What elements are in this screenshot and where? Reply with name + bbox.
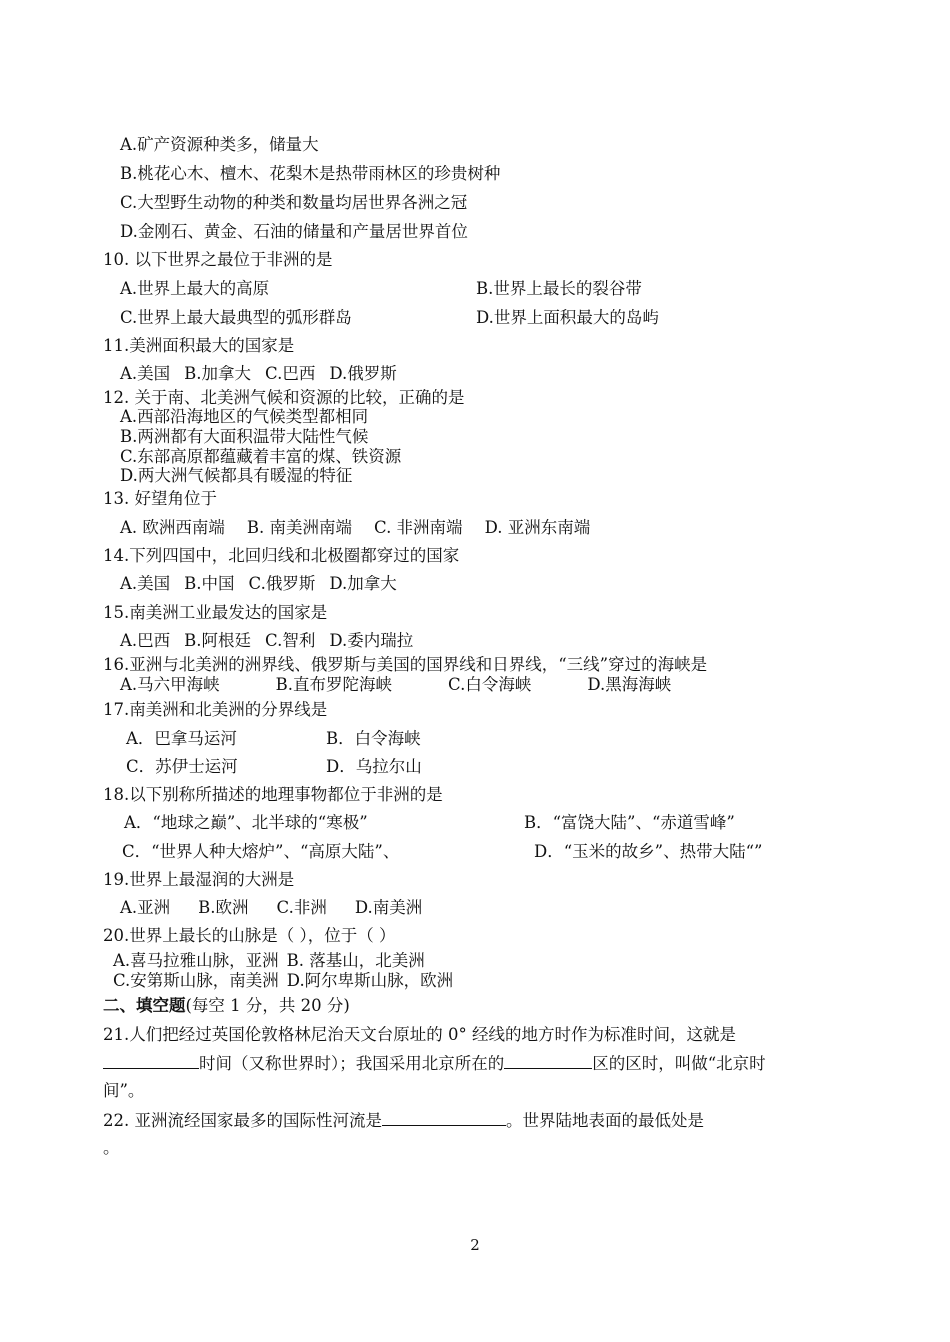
- q17-option-c: C．苏伊士运河: [126, 757, 238, 776]
- q19-option-d: D.南美洲: [354, 898, 423, 917]
- q21-blank-2[interactable]: [504, 1053, 592, 1069]
- q11-stem: 11.美洲面积最大的国家是: [103, 336, 295, 355]
- q20-options-row1: [113, 951, 425, 970]
- q15-option-a: A.巴西: [120, 631, 171, 650]
- q13-option-d: D. 亚洲东南端: [484, 518, 591, 537]
- q13-option-b: B. 南美洲南端: [246, 518, 353, 537]
- q15-options: [120, 631, 413, 651]
- q14-option-a: A.美国: [120, 574, 171, 593]
- q22-part1: 22. 亚洲流经国家最多的国际性河流是: [103, 1111, 382, 1130]
- q18-option-d: D．“玉米的故乡”、热带大陆“”: [534, 842, 763, 861]
- q21-part2: 时间（又称世界时）；我国采用北京所在的: [199, 1054, 505, 1073]
- q17-option-b: B．白令海峡: [326, 729, 421, 748]
- q14-options: [120, 574, 397, 594]
- q20-option-b: B. 落基山，北美洲: [286, 951, 425, 970]
- q12-option-a: A.西部沿海地区的气候类型都相同: [120, 407, 369, 426]
- section-2-note: (每空 1 分，共 20 分): [185, 996, 350, 1015]
- q14-option-d: D.加拿大: [329, 574, 397, 593]
- page-number: 2: [470, 1236, 480, 1254]
- q9-option-b: B.桃花心木、檀木、花梨木是热带雨林区的珍贵树种: [120, 164, 501, 183]
- q11-option-c: C.巴西: [265, 364, 316, 383]
- q16-option-a: A.马六甲海峡: [120, 675, 220, 694]
- q18-stem: 18.以下别称所描述的地理事物都位于非洲的是: [103, 785, 443, 804]
- q18-option-a: A．“地球之巅”、北半球的“寒极”: [124, 813, 368, 832]
- q20-options-row2: [113, 971, 453, 990]
- q12-option-d: D.两大洲气候都具有暖湿的特征: [120, 466, 353, 485]
- q20-option-d: D.阿尔卑斯山脉，欧洲: [286, 971, 454, 990]
- q22-line2: 。: [103, 1138, 120, 1157]
- q11-option-b: B.加拿大: [184, 364, 252, 383]
- q19-options: [120, 898, 422, 918]
- q22-blank-1[interactable]: [382, 1110, 506, 1126]
- q10-option-b: B.世界上最长的裂谷带: [476, 279, 642, 298]
- q21-line3: 间”。: [103, 1081, 145, 1100]
- q19-stem: 19.世界上最湿润的大洲是: [103, 870, 295, 889]
- q20-option-a: A.喜马拉雅山脉，亚洲: [113, 951, 279, 970]
- q18-option-b: B．“富饶大陆”、“赤道雪峰”: [524, 813, 735, 832]
- q10-option-a: A.世界上最大的高原: [120, 279, 270, 298]
- q20-option-c: C.安第斯山脉，南美洲: [113, 971, 279, 990]
- q11-option-a: A.美国: [120, 364, 171, 383]
- q19-option-b: B.欧洲: [198, 898, 249, 917]
- q13-option-c: C. 非洲南端: [374, 518, 463, 537]
- q12-option-c: C.东部高原都蕴藏着丰富的煤、铁资源: [120, 447, 402, 466]
- q13-stem: 13. 好望角位于: [103, 489, 217, 508]
- q21-part3: 区的区时，叫做“北京时: [592, 1054, 766, 1073]
- q15-option-d: D.委内瑞拉: [329, 631, 414, 650]
- q14-option-b: B.中国: [184, 574, 235, 593]
- q15-option-c: C.智利: [265, 631, 316, 650]
- q21-blank-1[interactable]: [103, 1053, 199, 1069]
- q21-line1: 21.人们把经过英国伦敦格林尼治天文台原址的 0° 经线的地方时作为标准时间，这就是: [103, 1025, 736, 1044]
- q16-option-c: C.白令海峡: [448, 675, 532, 694]
- q21-line2: [103, 1053, 766, 1074]
- q12-option-b: B.两洲都有大面积温带大陆性气候: [120, 427, 369, 446]
- q16-option-b: B.直布罗陀海峡: [275, 675, 393, 694]
- q22-part2: 。世界陆地表面的最低处是: [506, 1111, 704, 1130]
- q13-options: [120, 518, 590, 538]
- q14-stem: 14.下列四国中，北回归线和北极圈都穿过的国家: [103, 546, 460, 565]
- q17-option-a: A．巴拿马运河: [126, 729, 237, 748]
- q14-option-c: C.俄罗斯: [248, 574, 316, 593]
- q16-stem: 16.亚洲与北美洲的洲界线、俄罗斯与美国的国界线和日界线，“三线”穿过的海峡是: [103, 655, 708, 674]
- q9-option-d: D.金刚石、黄金、石油的储量和产量居世界首位: [120, 222, 468, 241]
- q15-stem: 15.南美洲工业最发达的国家是: [103, 603, 328, 622]
- q10-stem: 10. 以下世界之最位于非洲的是: [103, 250, 333, 269]
- q22-line1: [103, 1110, 704, 1131]
- q19-option-c: C.非洲: [276, 898, 327, 917]
- q13-option-a: A. 欧洲西南端: [120, 518, 225, 537]
- q16-option-d: D.黑海海峡: [587, 675, 672, 694]
- q18-option-c: C．“世界人种大熔炉”、“高原大陆”、: [122, 842, 400, 861]
- section-2-heading: [103, 996, 350, 1016]
- q17-stem: 17.南美洲和北美洲的分界线是: [103, 700, 328, 719]
- q12-stem: 12. 关于南、北美洲气候和资源的比较，正确的是: [103, 388, 465, 407]
- q20-stem: 20.世界上最长的山脉是（ ），位于（ ）: [103, 926, 396, 945]
- q11-option-d: D.俄罗斯: [329, 364, 397, 383]
- section-2-title: 二、填空题: [103, 996, 186, 1015]
- q15-option-b: B.阿根廷: [184, 631, 252, 650]
- q9-option-a: A.矿产资源种类多，储量大: [120, 135, 319, 154]
- q9-option-c: C.大型野生动物的种类和数量均居世界各洲之冠: [120, 193, 468, 212]
- q19-option-a: A.亚洲: [120, 898, 171, 917]
- q16-options: [120, 675, 671, 695]
- q10-option-d: D.世界上面积最大的岛屿: [476, 308, 659, 327]
- q17-option-d: D．乌拉尔山: [326, 757, 422, 776]
- q10-option-c: C.世界上最大最典型的弧形群岛: [120, 308, 352, 327]
- q11-options: [120, 364, 397, 384]
